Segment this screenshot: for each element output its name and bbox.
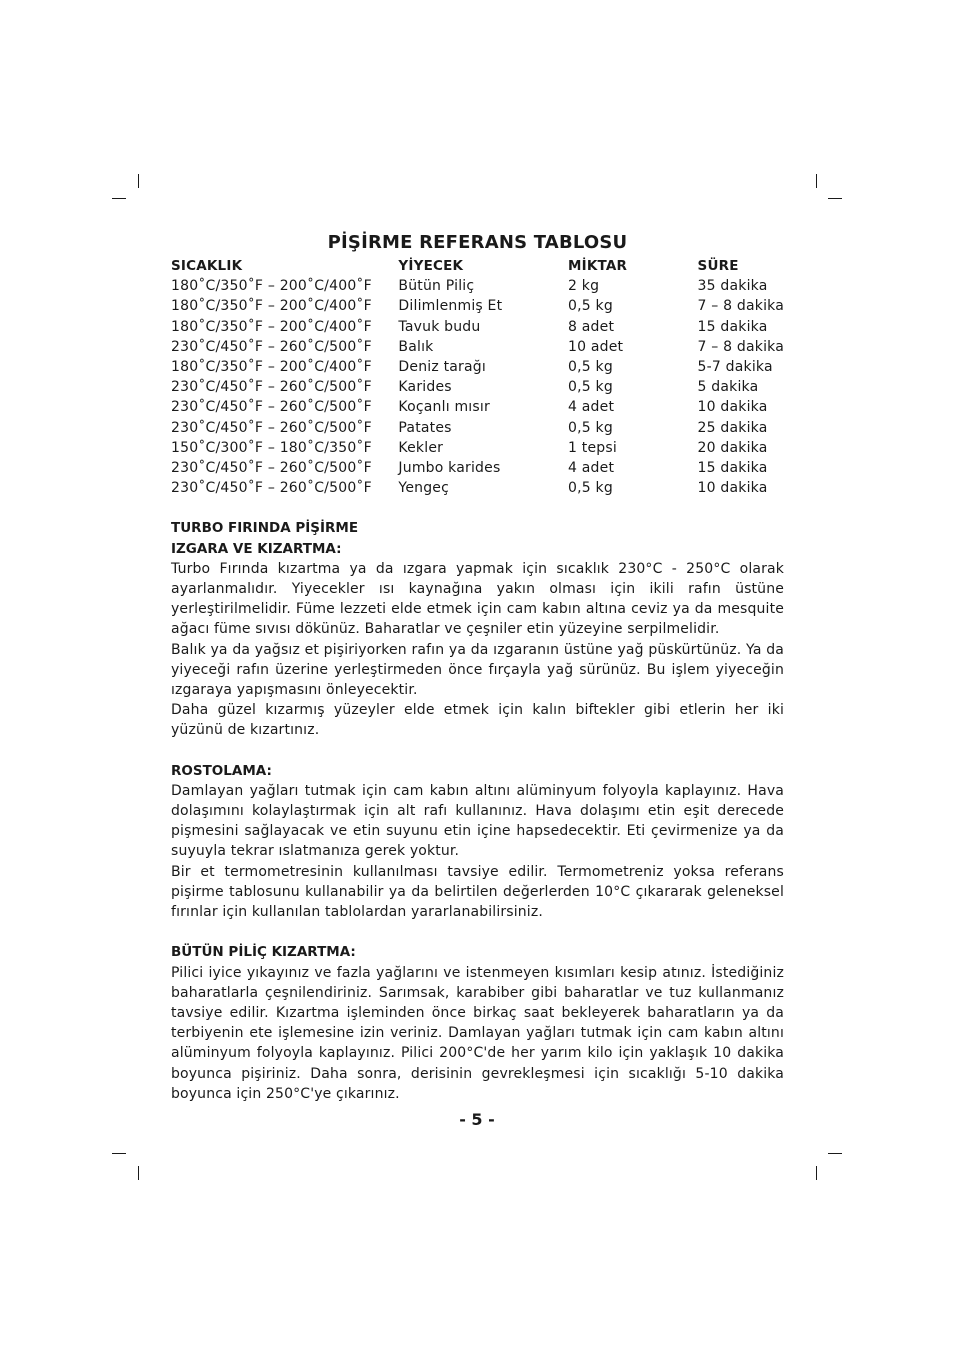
cell-amount: 10 adet	[568, 338, 624, 355]
cell-duration: 15 dakika	[697, 318, 768, 335]
cell-temperature: 230˚C/450˚F – 260˚C/500˚F	[171, 338, 372, 355]
cell-temperature: 180˚C/350˚F – 200˚C/400˚F	[171, 278, 372, 295]
cell-temperature: 150˚C/300˚F – 180˚C/350˚F	[171, 439, 372, 456]
cell-duration: 25 dakika	[697, 419, 768, 436]
cell-duration: 5 dakika	[697, 379, 759, 396]
table-row	[171, 357, 784, 377]
cell-food: Yengeç	[398, 480, 449, 497]
page-title: PİŞİRME REFERANS TABLOSU	[327, 232, 628, 253]
crop-mark-bottom-right-horizontal	[828, 1153, 842, 1154]
column-header-amount: MİKTAR	[568, 258, 628, 274]
cell-food: Deniz tarağı	[398, 359, 486, 376]
cell-temperature: 230˚C/450˚F – 260˚C/500˚F	[171, 379, 372, 396]
table-body	[171, 276, 784, 498]
cell-amount: 2 kg	[568, 278, 600, 295]
cell-food: Jumbo karides	[398, 460, 501, 477]
section-heading: BÜTÜN PİLİÇ KIZARTMA:	[171, 944, 356, 961]
cell-duration: 5-7 dakika	[697, 359, 773, 376]
column-header-duration: SÜRE	[697, 258, 739, 274]
cell-temperature: 230˚C/450˚F – 260˚C/500˚F	[171, 460, 372, 477]
table-row	[171, 458, 784, 478]
cell-temperature: 180˚C/350˚F – 200˚C/400˚F	[171, 318, 372, 335]
table-row	[171, 438, 784, 458]
table-row	[171, 296, 784, 316]
crop-mark-bottom-left-vertical	[138, 1166, 139, 1180]
section-subheading: IZGARA VE KIZARTMA:	[171, 540, 342, 557]
cell-food: Patates	[398, 419, 452, 436]
cell-food: Balık	[398, 338, 434, 355]
crop-mark-top-right-horizontal	[828, 198, 842, 199]
section-heading: ROSTOLAMA:	[171, 762, 272, 779]
cell-duration: 10 dakika	[697, 480, 768, 497]
cell-duration: 7 – 8 dakika	[697, 338, 784, 355]
section-paragraph: Turbo Fırında kızartma ya da ızgara yapmak için sıcaklık 230°C - 250°C olarak ayarlanmalıdır. Yiyecekler ısı kaynağına yakın olması için ikili rafın üstüne yerleştirilmelidir. Füme lezzeti elde etmek için cam kabın altına ceviz ya da mesquite ağacı füme sıvısı dökünüz. Baharatlar ve çeşniler etin yüzeyine serpilmelidir.	[171, 560, 784, 638]
section-paragraph: Balık ya da yağsız et pişiriyorken rafın ya da ızgaranın üstüne yağ püskürtünüz. Ya da yiyeceği rafın üzerine yerleştirmeden önce fırçayla yağ sürünüz. Bu işlem yiyeceğin ızgaraya yapışmasını önleyecektir.	[171, 641, 784, 699]
cell-temperature: 180˚C/350˚F – 200˚C/400˚F	[171, 298, 372, 315]
table-row	[171, 478, 784, 498]
cell-food: Dilimlenmiş Et	[398, 298, 503, 315]
cell-duration: 10 dakika	[697, 399, 768, 416]
section-paragraph: Damlayan yağları tutmak için cam kabın altını alüminyum folyoyla kaplayınız. Hava dolaşımını kolaylaştırmak için alt rafı kullanınız. Hava dolaşımı etin eşit derecede pişmesini sağlayacak ve etin suyunu etin içine hapsedecektir. Eti çevirmenize ya da suyuyla tekrar ıslatmanıza gerek yoktur.	[171, 782, 784, 860]
cooking-reference-table	[171, 256, 784, 498]
cell-amount: 0,5 kg	[568, 419, 613, 436]
cell-temperature: 230˚C/450˚F – 260˚C/500˚F	[171, 480, 372, 497]
table-row	[171, 276, 784, 296]
cell-duration: 7 – 8 dakika	[697, 298, 784, 315]
section-paragraph: Bir et termometresinin kullanılması tavsiye edilir. Termometreniz yoksa referans pişirme tablosunu kullanabilir ya da belirtilen değerlerden 10°C çıkararak geleneksel fırınlar için kullanılan tablolardan yararlanabilirsiniz.	[171, 863, 784, 921]
cell-amount: 4 adet	[568, 460, 615, 477]
crop-mark-top-left-horizontal	[112, 198, 126, 199]
cell-food: Bütün Piliç	[398, 278, 475, 295]
table-row	[171, 377, 784, 397]
cell-amount: 0,5 kg	[568, 298, 613, 315]
cell-amount: 0,5 kg	[568, 480, 613, 497]
section-whole-chicken	[171, 942, 784, 1104]
column-header-food: YİYECEK	[398, 258, 464, 274]
table-row	[171, 337, 784, 357]
crop-mark-bottom-left-horizontal	[112, 1153, 126, 1154]
table-header-row	[171, 256, 784, 276]
cell-duration: 35 dakika	[697, 278, 768, 295]
crop-mark-bottom-right-vertical	[816, 1166, 817, 1180]
table-row	[171, 317, 784, 337]
crop-mark-top-left-vertical	[138, 174, 139, 188]
section-paragraph: Daha güzel kızarmış yüzeyler elde etmek için kalın biftekler gibi etlerin her iki yüzünü de kızartınız.	[171, 702, 784, 739]
section-turbo-grill-fry	[171, 518, 784, 740]
section-roasting	[171, 761, 784, 923]
cell-temperature: 230˚C/450˚F – 260˚C/500˚F	[171, 399, 372, 416]
cell-temperature: 180˚C/350˚F – 200˚C/400˚F	[171, 359, 372, 376]
crop-mark-top-right-vertical	[816, 174, 817, 188]
section-paragraph: Pilici iyice yıkayınız ve fazla yağlarını ve istenmeyen kısımları kesip atınız. İstediğiniz baharatlarla çeşnilendiriniz. Sarımsak, karabiber gibi baharatlar ve tuz kullanmanız tavsiye edilir. Kızartma işleminden önce birkaç saat bekleyerek baharatların ya da terbiyenin ete işlemesine izin veriniz. Damlayan yağları tutmak için cam kabın altını alüminyum folyoyla kaplayınız. Pilici 200°C'de her yarım kilo için yaklaşık 10 dakika boyunca pişiriniz. Daha sonra, derisinin gevrekleşmesi için sıcaklığı 5-10 dakika boyunca için 250°C'ye çıkarınız.	[171, 964, 784, 1102]
cell-amount: 0,5 kg	[568, 359, 613, 376]
table-row	[171, 418, 784, 438]
cell-food: Tavuk budu	[398, 318, 481, 335]
page-number: - 5 -	[459, 1110, 495, 1129]
cell-amount: 8 adet	[568, 318, 615, 335]
cell-duration: 15 dakika	[697, 460, 768, 477]
cell-temperature: 230˚C/450˚F – 260˚C/500˚F	[171, 419, 372, 436]
document-body	[171, 230, 784, 1104]
table-row	[171, 397, 784, 417]
cell-food: Kekler	[398, 439, 444, 456]
cell-amount: 4 adet	[568, 399, 615, 416]
cell-food: Koçanlı mısır	[398, 399, 490, 416]
cell-duration: 20 dakika	[697, 439, 768, 456]
cell-food: Karides	[398, 379, 452, 396]
column-header-temperature: SICAKLIK	[171, 258, 243, 274]
section-heading: TURBO FIRINDA PİŞİRME	[171, 520, 359, 537]
cell-amount: 1 tepsi	[568, 439, 617, 456]
cell-amount: 0,5 kg	[568, 379, 613, 396]
